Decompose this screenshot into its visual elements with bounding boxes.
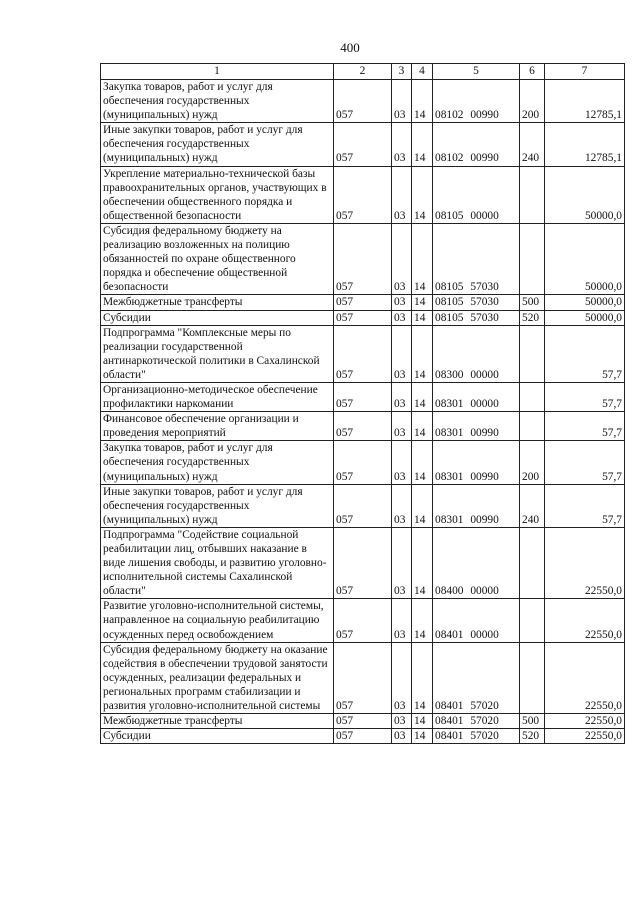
ministry-code: 057 (334, 599, 392, 642)
table-row (101, 412, 625, 441)
expense-type-code (520, 166, 545, 223)
column-header: 1 (101, 64, 334, 80)
row-name: Финансовое обеспечение организации и проведения мероприятий (101, 412, 334, 441)
column-header: 6 (520, 64, 545, 80)
ministry-code: 057 (334, 714, 392, 729)
table-row (101, 714, 625, 729)
expense-type-code: 500 (520, 295, 545, 310)
target-code: 08105 57030 (433, 295, 520, 310)
table-row (101, 729, 625, 744)
table-row (101, 80, 625, 123)
subsection-code: 14 (412, 412, 433, 441)
amount: 57,7 (545, 325, 625, 382)
expense-type-code: 520 (520, 729, 545, 744)
section-code: 03 (392, 382, 412, 411)
amount: 22550,0 (545, 527, 625, 598)
subsection-code: 14 (412, 295, 433, 310)
target-code: 08401 00000 (433, 599, 520, 642)
target-code: 08301 00990 (433, 412, 520, 441)
amount: 22550,0 (545, 642, 625, 713)
expense-type-code: 200 (520, 441, 545, 484)
subsection-code: 14 (412, 714, 433, 729)
column-header: 7 (545, 64, 625, 80)
subsection-code: 14 (412, 80, 433, 123)
budget-table (100, 63, 625, 744)
amount: 22550,0 (545, 729, 625, 744)
ministry-code: 057 (334, 223, 392, 294)
target-code: 08105 00000 (433, 166, 520, 223)
table-row (101, 295, 625, 310)
section-code: 03 (392, 527, 412, 598)
expense-type-code (520, 223, 545, 294)
row-name: Развитие уголовно-исполнительной системы, направленное на социальную реабилитацию осужденных перед освобождением (101, 599, 334, 642)
amount: 57,7 (545, 484, 625, 527)
section-code: 03 (392, 599, 412, 642)
ministry-code: 057 (334, 310, 392, 325)
row-name: Субсидия федеральному бюджету на оказание содействия в обеспечении трудовой занятости осужденных, реализации федеральных и региональных программ стабилизации и развития уголовно-исполнительной системы (101, 642, 334, 713)
ministry-code: 057 (334, 729, 392, 744)
section-code: 03 (392, 166, 412, 223)
ministry-code: 057 (334, 642, 392, 713)
row-name: Организационно-методическое обеспечение профилактики наркомании (101, 382, 334, 411)
table-row (101, 484, 625, 527)
ministry-code: 057 (334, 295, 392, 310)
amount: 22550,0 (545, 599, 625, 642)
expense-type-code: 240 (520, 484, 545, 527)
subsection-code: 14 (412, 642, 433, 713)
ministry-code: 057 (334, 412, 392, 441)
table-row (101, 325, 625, 382)
table-row (101, 599, 625, 642)
row-name: Иные закупки товаров, работ и услуг для обеспечения государственных (муниципальных) нужд (101, 123, 334, 166)
section-code: 03 (392, 714, 412, 729)
subsection-code: 14 (412, 484, 433, 527)
amount: 22550,0 (545, 714, 625, 729)
target-code: 08401 57020 (433, 642, 520, 713)
amount: 12785,1 (545, 80, 625, 123)
expense-type-code (520, 325, 545, 382)
table-row (101, 223, 625, 294)
row-name: Подпрограмма "Комплексные меры по реализации государственной антинаркотической политики в Сахалинской области" (101, 325, 334, 382)
ministry-code: 057 (334, 382, 392, 411)
row-name: Подпрограмма "Содействие социальной реабилитации лиц, отбывших наказание в виде лишения свободы, и развитию уголовно-исполнительной системы Сахалинской области" (101, 527, 334, 598)
table-row (101, 441, 625, 484)
ministry-code: 057 (334, 80, 392, 123)
expense-type-code: 500 (520, 714, 545, 729)
row-name: Укрепление материально-технической базы правоохранительных органов, участвующих в обеспечении общественного порядка и общественной безопасности (101, 166, 334, 223)
expense-type-code (520, 642, 545, 713)
amount: 50000,0 (545, 166, 625, 223)
target-code: 08301 00990 (433, 484, 520, 527)
column-header: 4 (412, 64, 433, 80)
table-row (101, 310, 625, 325)
row-name: Иные закупки товаров, работ и услуг для обеспечения государственных (муниципальных) нужд (101, 484, 334, 527)
expense-type-code (520, 599, 545, 642)
section-code: 03 (392, 441, 412, 484)
amount: 57,7 (545, 412, 625, 441)
subsection-code: 14 (412, 325, 433, 382)
subsection-code: 14 (412, 223, 433, 294)
row-name: Закупка товаров, работ и услуг для обеспечения государственных (муниципальных) нужд (101, 441, 334, 484)
table-row (101, 123, 625, 166)
ministry-code: 057 (334, 123, 392, 166)
table-row (101, 166, 625, 223)
section-code: 03 (392, 310, 412, 325)
target-code: 08105 57030 (433, 223, 520, 294)
target-code: 08102 00990 (433, 123, 520, 166)
ministry-code: 057 (334, 325, 392, 382)
section-code: 03 (392, 729, 412, 744)
ministry-code: 057 (334, 527, 392, 598)
subsection-code: 14 (412, 599, 433, 642)
row-name: Межбюджетные трансферты (101, 714, 334, 729)
section-code: 03 (392, 412, 412, 441)
expense-type-code: 240 (520, 123, 545, 166)
target-code: 08301 00990 (433, 441, 520, 484)
subsection-code: 14 (412, 382, 433, 411)
amount: 57,7 (545, 382, 625, 411)
ministry-code: 057 (334, 484, 392, 527)
amount: 50000,0 (545, 223, 625, 294)
amount: 57,7 (545, 441, 625, 484)
row-name: Субсидии (101, 729, 334, 744)
expense-type-code (520, 382, 545, 411)
section-code: 03 (392, 295, 412, 310)
subsection-code: 14 (412, 166, 433, 223)
ministry-code: 057 (334, 166, 392, 223)
expense-type-code: 200 (520, 80, 545, 123)
row-name: Закупка товаров, работ и услуг для обеспечения государственных (муниципальных) нужд (101, 80, 334, 123)
subsection-code: 14 (412, 527, 433, 598)
section-code: 03 (392, 223, 412, 294)
section-code: 03 (392, 642, 412, 713)
subsection-code: 14 (412, 729, 433, 744)
subsection-code: 14 (412, 310, 433, 325)
row-name: Межбюджетные трансферты (101, 295, 334, 310)
target-code: 08400 00000 (433, 527, 520, 598)
subsection-code: 14 (412, 441, 433, 484)
section-code: 03 (392, 80, 412, 123)
amount: 50000,0 (545, 295, 625, 310)
expense-type-code (520, 412, 545, 441)
table-row (101, 527, 625, 598)
ministry-code: 057 (334, 441, 392, 484)
section-code: 03 (392, 325, 412, 382)
section-code: 03 (392, 123, 412, 166)
table-row (101, 382, 625, 411)
page-number: 400 (340, 40, 360, 55)
row-name: Субсидии (101, 310, 334, 325)
target-code: 08102 00990 (433, 80, 520, 123)
target-code: 08105 57030 (433, 310, 520, 325)
row-name: Субсидия федеральному бюджету на реализацию возложенных на полицию обязанностей по охране общественного порядка и обеспечение общественной безопасности (101, 223, 334, 294)
target-code: 08401 57020 (433, 714, 520, 729)
expense-type-code: 520 (520, 310, 545, 325)
column-header: 5 (433, 64, 520, 80)
target-code: 08300 00000 (433, 325, 520, 382)
expense-type-code (520, 527, 545, 598)
column-header: 2 (334, 64, 392, 80)
subsection-code: 14 (412, 123, 433, 166)
amount: 50000,0 (545, 310, 625, 325)
target-code: 08401 57020 (433, 729, 520, 744)
amount: 12785,1 (545, 123, 625, 166)
section-code: 03 (392, 484, 412, 527)
header-row (101, 64, 625, 80)
column-header: 3 (392, 64, 412, 80)
table-row (101, 642, 625, 713)
target-code: 08301 00000 (433, 382, 520, 411)
